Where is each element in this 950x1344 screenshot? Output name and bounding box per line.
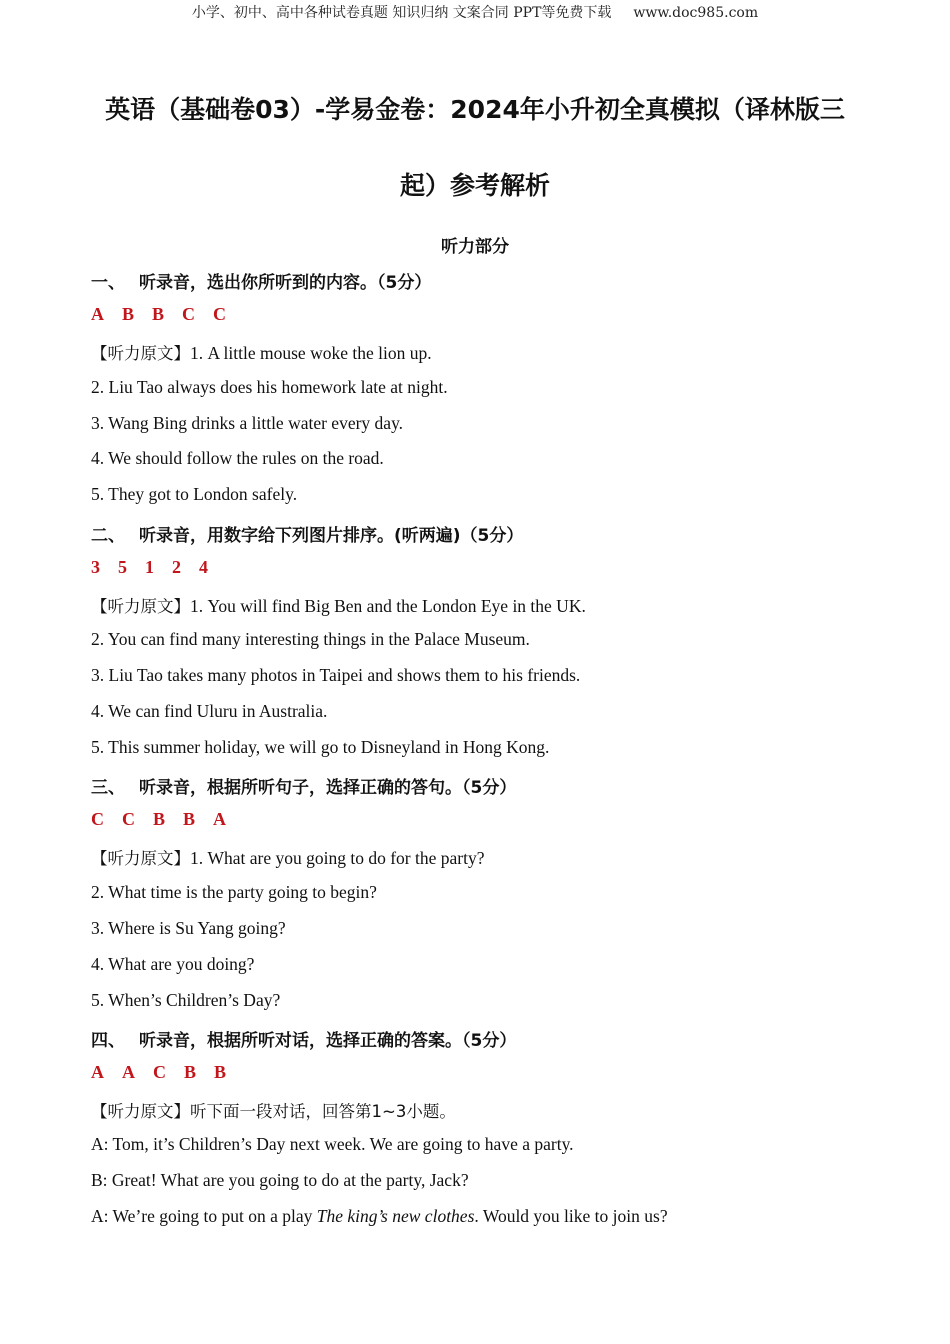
section-4-heading [91, 1026, 516, 1051]
section-4-transcript-line [91, 1098, 456, 1122]
dialogue-line: B: Great! What are you going to do at the party, Jack? [91, 1170, 469, 1190]
page-header [0, 2, 950, 22]
answer: 5 [118, 557, 127, 577]
section-2-transcript-line [91, 593, 586, 617]
answer: C [153, 1062, 166, 1082]
answer: A [91, 304, 104, 324]
transcript-line: 2. Liu Tao always does his homework late at night. [91, 377, 448, 397]
transcript-text: 1. A little mouse woke the lion up. [190, 343, 432, 363]
answer: C [122, 809, 135, 829]
section-3-title: 听录音，根据所听句子，选择正确的答句。（5分） [139, 778, 517, 798]
title-line-1: 英语（基础卷03）-学易金卷：2024年小升初全真模拟（译林版三 [105, 95, 845, 124]
transcript-line: 5. They got to London safely. [91, 484, 298, 504]
section-3-heading [91, 773, 516, 798]
section-2-heading [91, 521, 523, 546]
section-3-answers [91, 809, 244, 830]
transcript-tag: 【听力原文】 [91, 849, 190, 868]
transcript-line: 4. What are you doing? [91, 954, 255, 974]
transcript-tag: 【听力原文】 [91, 1102, 190, 1121]
transcript-text: 1. What are you going to do for the party? [190, 848, 485, 868]
play-title: The king’s new clothes [316, 1206, 475, 1226]
section-4-title: 听录音，根据所听对话，选择正确的答案。（5分） [139, 1031, 517, 1051]
transcript-line: 5. This summer holiday, we will go to Disneyland in Hong Kong. [91, 737, 550, 757]
dialogue-line-last [91, 1206, 668, 1227]
transcript-line: 3. Liu Tao takes many photos in Taipei and shows them to his friends. [91, 665, 581, 685]
section-1-heading [91, 268, 431, 293]
section-1-number: 一、 [91, 273, 125, 293]
answer: B [183, 809, 196, 829]
section-1-title: 听录音，选出你所听到的内容。（5分） [139, 273, 432, 293]
section-1-answers [91, 304, 244, 325]
transcript-tag: 【听力原文】 [91, 597, 190, 616]
section-2-title: 听录音，用数字给下列图片排序。(听两遍)（5分） [139, 526, 524, 546]
answer: 3 [91, 557, 100, 577]
header-site: www.doc985.com [633, 5, 759, 21]
section-4-answers [91, 1062, 244, 1083]
answer: 4 [199, 557, 208, 577]
transcript-line: 2. What time is the party going to begin? [91, 882, 377, 902]
transcript-line: 2. You can find many interesting things in the Palace Museum. [91, 629, 530, 649]
answer: C [91, 809, 104, 829]
section-2-answers [91, 557, 226, 578]
dialogue-line: A: Tom, it’s Children’s Day next week. We are going to have a party. [91, 1134, 574, 1154]
title-line-2: 起）参考解析 [399, 171, 550, 200]
transcript-text: 听下面一段对话，回答第1~3小题。 [190, 1102, 456, 1121]
answer: B [184, 1062, 197, 1082]
section-4-number: 四、 [91, 1031, 125, 1051]
answer: B [152, 304, 165, 324]
answer: A [122, 1062, 135, 1082]
answer: B [153, 809, 166, 829]
header-text: 小学、初中、高中各种试卷真题 知识归纳 文案合同 PPT等免费下载 [191, 5, 612, 21]
dialogue-text-before: A: We’re going to put on a play [91, 1206, 317, 1226]
transcript-line: 4. We should follow the rules on the road. [91, 448, 384, 468]
answer: C [182, 304, 196, 324]
transcript-line: 3. Where is Su Yang going? [91, 918, 286, 938]
section-2-number: 二、 [91, 526, 125, 546]
answer: A [213, 809, 227, 829]
answer: A [91, 1062, 104, 1082]
transcript-tag: 【听力原文】 [91, 344, 190, 363]
transcript-line: 4. We can find Uluru in Australia. [91, 701, 328, 721]
answer: 1 [145, 557, 154, 577]
transcript-line: 5. When’s Children’s Day? [91, 990, 281, 1010]
answer: C [213, 304, 227, 324]
transcript-text: 1. You will find Big Ben and the London Eye in the UK. [190, 596, 586, 616]
answer: B [214, 1062, 227, 1082]
dialogue-text-after: . Would you like to join us? [474, 1206, 668, 1226]
answer: 2 [172, 557, 181, 577]
transcript-line: 3. Wang Bing drinks a little water every day. [91, 413, 404, 433]
section-3-number: 三、 [91, 778, 125, 798]
section-3-transcript-line [91, 845, 485, 869]
answer: B [122, 304, 135, 324]
part-title: 听力部分 [441, 237, 509, 257]
section-1-transcript-line [91, 340, 432, 364]
